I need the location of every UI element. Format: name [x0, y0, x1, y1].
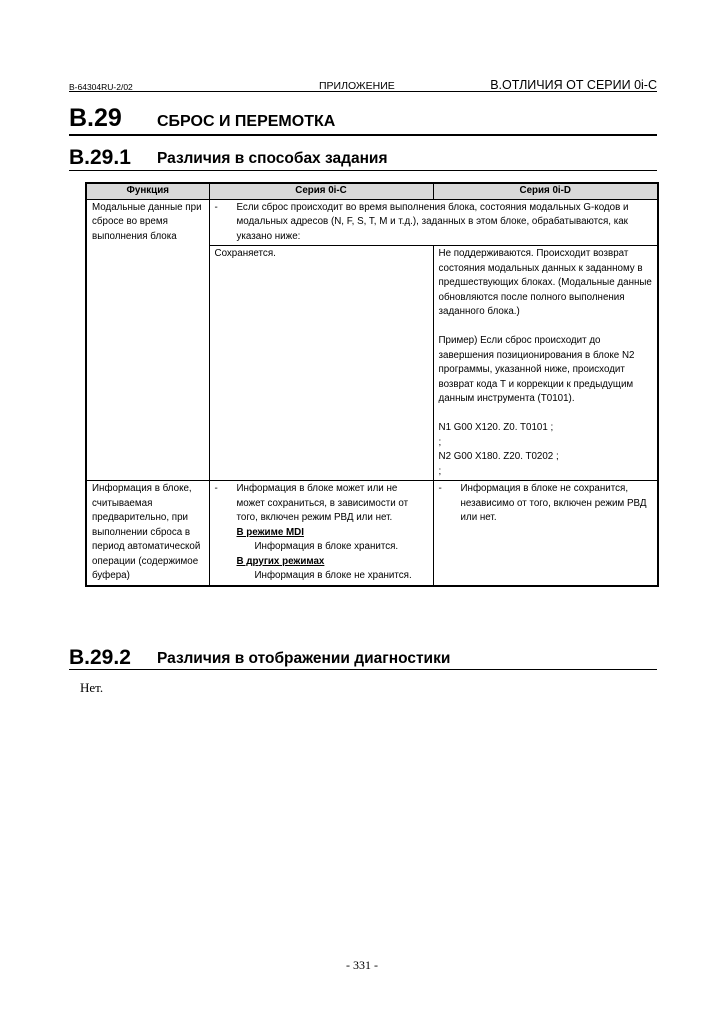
appendix-label: ПРИЛОЖЕНИЕ — [319, 80, 395, 92]
subsection-rule-2 — [69, 669, 657, 670]
subsection-number-1: B.29.1 — [69, 146, 131, 169]
row2-other-text: Информация в блоке не хранится. — [254, 570, 412, 581]
header-series-c: Серия 0i-C — [209, 183, 433, 199]
subsection-2-body: Нет. — [80, 680, 104, 695]
row2-other-label: В других режимах — [236, 555, 325, 567]
subsection-number-2: B.29.2 — [69, 646, 131, 669]
row2-mdi-text: Информация в блоке хранится. — [254, 541, 399, 552]
row1-d-p2: Пример) Если сброс происходит до завершения позиционирования в блоке N2 программы, указанной ниже, происходит возврат кода T и коррекции к предыдущим данным инструмента (T0101). — [438, 335, 635, 404]
row1-common-dash: - — [214, 201, 218, 213]
row2-series-c — [209, 481, 433, 586]
row1-c-text: Сохраняется. — [214, 248, 276, 259]
row1-series-c — [209, 246, 433, 481]
subsection-title-2: Различия в отображении диагностики — [157, 650, 451, 667]
header-function: Функция — [86, 183, 209, 199]
table-row — [86, 199, 658, 246]
header-series-d: Серия 0i-D — [433, 183, 658, 199]
section-rule — [69, 134, 657, 136]
row1-common-text: Если сброс происходит во время выполнения блока, состояния модальных G-кодов и модальных адресов (N, F, S, T, M и т.д.), заданных в этом блоке, обрабатываются, как указано ниже: — [236, 201, 629, 242]
row2-c-dash: - — [214, 483, 218, 494]
row1-common — [209, 199, 658, 246]
row1-code-1: N1 G00 X120. Z0. T0101 ; — [438, 422, 554, 433]
row2-d-text: Информация в блоке не сохранится, независимо от того, включен режим РВД или нет. — [460, 483, 647, 523]
row1-d-p1: Не поддерживаются. Происходит возврат состояния модальных данных к заданному в предшествующих блоках. (Модальные данные обновляются после полного выполнения заданного блока.) — [438, 248, 652, 317]
doc-code: B-64304RU-2/02 — [69, 82, 133, 92]
row1-code-4: ; — [438, 465, 442, 477]
table-header-row — [86, 183, 658, 199]
row2-d-dash: - — [438, 483, 442, 494]
table-row — [86, 481, 658, 586]
page-number: - 331 - — [346, 958, 378, 972]
section-label: B.ОТЛИЧИЯ ОТ СЕРИИ 0i-C — [490, 78, 657, 92]
section-heading — [69, 104, 657, 134]
subsection-rule-1 — [69, 170, 657, 171]
row2-c-text: Информация в блоке может или не может сохраниться, в зависимости от того, включен режим РВД или нет. — [236, 483, 409, 523]
row2-function: Информация в блоке, считываемая предварительно, при выполнении сброса в период автоматической операции (содержимое буфера) — [86, 481, 209, 586]
row1-code-3: N2 G00 X180. Z20. T0202 ; — [438, 451, 559, 462]
row2-mdi-label: В режиме MDI — [236, 526, 304, 538]
row1-series-d — [433, 246, 658, 481]
comparison-table — [85, 182, 659, 587]
header-rule — [69, 91, 657, 92]
row1-function: Модальные данные при сбросе во время выполнения блока — [86, 199, 209, 481]
row2-series-d — [433, 481, 658, 586]
section-number: B.29 — [69, 104, 122, 132]
row1-code-2: ; — [438, 436, 442, 448]
subsection-title-1: Различия в способах задания — [157, 150, 388, 167]
section-title: СБРОС И ПЕРЕМОТКА — [157, 113, 336, 130]
subsection-heading-1 — [69, 146, 657, 172]
